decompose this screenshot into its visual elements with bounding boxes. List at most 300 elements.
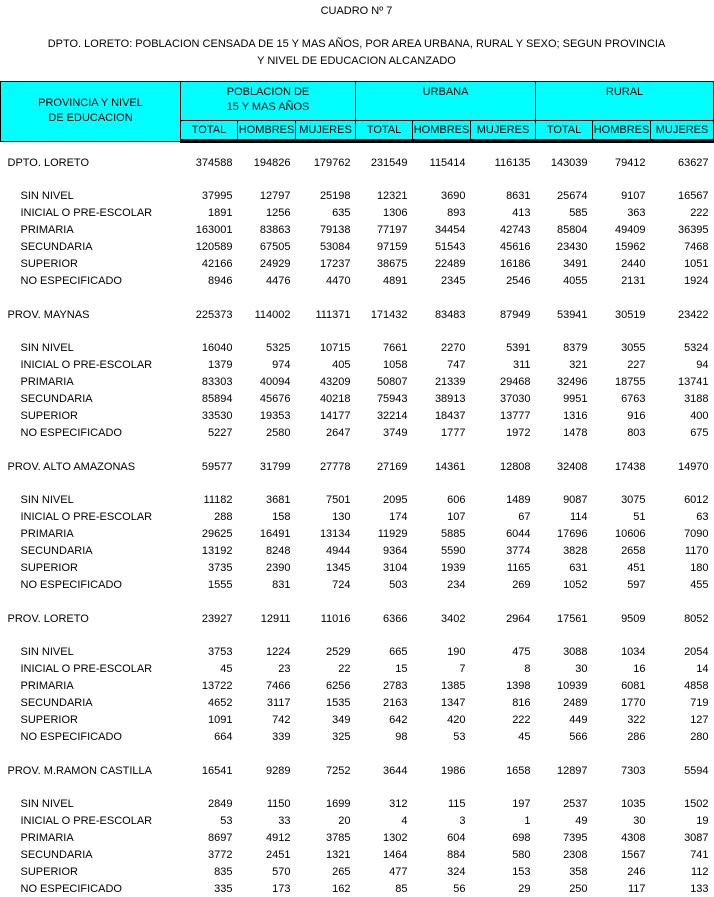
value-cell: 3117 bbox=[266, 696, 291, 709]
value-cell: 180 bbox=[690, 561, 709, 574]
value-cell: 1489 bbox=[506, 493, 531, 506]
value-cell: 37030 bbox=[499, 392, 531, 405]
value-cell: 3681 bbox=[266, 493, 291, 506]
value-cell: 53941 bbox=[556, 308, 588, 321]
value-cell: 67 bbox=[518, 510, 531, 523]
value-cell: 9951 bbox=[563, 392, 588, 405]
value-cell: 56 bbox=[453, 882, 466, 895]
value-cell: 3753 bbox=[208, 645, 233, 658]
value-cell: 79412 bbox=[614, 156, 646, 169]
value-cell: 114002 bbox=[254, 308, 291, 321]
gap-between-sections bbox=[1, 593, 714, 610]
value-cell: 51543 bbox=[434, 240, 466, 253]
value-cell: 153 bbox=[512, 865, 531, 878]
value-cell: 19 bbox=[696, 814, 709, 827]
education-level-label: SIN NIVEL bbox=[20, 189, 74, 202]
value-cell: 14177 bbox=[319, 409, 351, 422]
value-cell: 4055 bbox=[563, 274, 588, 287]
value-cell: 1 bbox=[524, 814, 531, 827]
value-cell: 9107 bbox=[621, 189, 646, 202]
value-cell: 2537 bbox=[563, 797, 588, 810]
value-cell: 449 bbox=[569, 713, 588, 726]
value-cell: 120589 bbox=[195, 240, 233, 253]
value-cell: 111371 bbox=[315, 308, 351, 321]
value-cell: 53 bbox=[220, 814, 233, 827]
value-cell: 10939 bbox=[556, 679, 588, 692]
value-cell: 816 bbox=[512, 696, 531, 709]
value-cell: 13722 bbox=[201, 679, 233, 692]
value-cell: 112 bbox=[691, 865, 709, 878]
value-cell: 1347 bbox=[441, 696, 466, 709]
education-level-row bbox=[1, 542, 714, 559]
education-level-label: SECUNDARIA bbox=[20, 696, 93, 709]
value-cell: 675 bbox=[690, 426, 709, 439]
value-cell: 8631 bbox=[506, 189, 531, 202]
value-cell: 405 bbox=[332, 358, 351, 371]
header-urbana-mujeres: MUJERES bbox=[471, 121, 536, 142]
value-cell: 698 bbox=[512, 831, 531, 844]
value-cell: 83303 bbox=[201, 375, 233, 388]
value-cell: 29468 bbox=[499, 375, 531, 388]
value-cell: 50807 bbox=[376, 375, 408, 388]
value-cell: 190 bbox=[447, 645, 466, 658]
value-cell: 1034 bbox=[621, 645, 646, 658]
value-cell: 3104 bbox=[383, 561, 408, 574]
value-cell: 49 bbox=[575, 814, 588, 827]
value-cell: 2270 bbox=[441, 341, 466, 354]
education-level-row bbox=[1, 863, 714, 880]
value-cell: 15 bbox=[395, 662, 408, 675]
province-total-row bbox=[1, 610, 714, 627]
value-cell: 51 bbox=[633, 510, 646, 523]
value-cell: 742 bbox=[272, 713, 291, 726]
value-cell: 17696 bbox=[556, 527, 588, 540]
header-rural-mujeres: MUJERES bbox=[651, 121, 714, 142]
value-cell: 4308 bbox=[621, 831, 646, 844]
value-cell: 1398 bbox=[506, 679, 531, 692]
spacer-cell bbox=[1, 475, 714, 491]
table-body bbox=[1, 141, 714, 897]
education-level-row bbox=[1, 795, 714, 812]
value-cell: 597 bbox=[627, 578, 646, 591]
value-cell: 174 bbox=[389, 510, 408, 523]
value-cell: 222 bbox=[690, 206, 709, 219]
value-cell: 79138 bbox=[319, 223, 351, 236]
doc-subtitle bbox=[0, 36, 713, 70]
value-cell: 884 bbox=[447, 848, 466, 861]
value-cell: 162 bbox=[332, 882, 351, 895]
value-cell: 1058 bbox=[383, 358, 408, 371]
value-cell: 2440 bbox=[621, 257, 646, 270]
value-cell: 13192 bbox=[201, 544, 233, 557]
value-cell: 197 bbox=[512, 797, 531, 810]
value-cell: 53084 bbox=[319, 240, 351, 253]
value-cell: 227 bbox=[627, 358, 646, 371]
province-label: PROV. M.RAMON CASTILLA bbox=[7, 764, 152, 777]
value-cell: 451 bbox=[627, 561, 646, 574]
value-cell: 6366 bbox=[383, 612, 408, 625]
value-cell: 2095 bbox=[383, 493, 408, 506]
value-cell: 3491 bbox=[563, 257, 588, 270]
value-cell: 12911 bbox=[260, 612, 291, 625]
value-cell: 3088 bbox=[563, 645, 588, 658]
value-cell: 7 bbox=[459, 662, 466, 675]
value-cell: 163001 bbox=[195, 223, 233, 236]
gap-after-header bbox=[1, 141, 714, 154]
value-cell: 63627 bbox=[677, 156, 709, 169]
education-level-row bbox=[1, 728, 714, 745]
value-cell: 1939 bbox=[441, 561, 466, 574]
education-level-row bbox=[1, 711, 714, 728]
education-level-label: PRIMARIA bbox=[20, 223, 74, 236]
value-cell: 4912 bbox=[266, 831, 291, 844]
doc-title: CUADRO Nº 7 bbox=[320, 5, 393, 17]
value-cell: 37995 bbox=[201, 189, 233, 202]
value-cell: 2489 bbox=[563, 696, 588, 709]
value-cell: 1379 bbox=[208, 358, 233, 371]
value-cell: 1321 bbox=[326, 848, 351, 861]
value-cell: 2451 bbox=[266, 848, 291, 861]
value-cell: 7303 bbox=[621, 764, 646, 777]
value-cell: 158 bbox=[272, 510, 291, 523]
value-cell: 85894 bbox=[201, 392, 233, 405]
value-cell: 22489 bbox=[434, 257, 466, 270]
value-cell: 75943 bbox=[376, 392, 408, 405]
value-cell: 59577 bbox=[201, 460, 233, 473]
value-cell: 116135 bbox=[494, 156, 531, 169]
education-level-row bbox=[1, 694, 714, 711]
value-cell: 130 bbox=[332, 510, 351, 523]
value-cell: 349 bbox=[332, 713, 351, 726]
value-cell: 83863 bbox=[259, 223, 291, 236]
value-cell: 10606 bbox=[614, 527, 646, 540]
value-cell: 67505 bbox=[259, 240, 291, 253]
education-level-label: PRIMARIA bbox=[20, 679, 74, 692]
value-cell: 17237 bbox=[319, 257, 351, 270]
value-cell: 77197 bbox=[376, 223, 408, 236]
province-total-row bbox=[1, 154, 714, 171]
value-cell: 1345 bbox=[326, 561, 351, 574]
value-cell: 18437 bbox=[434, 409, 466, 422]
value-cell: 741 bbox=[690, 848, 709, 861]
value-cell: 15962 bbox=[614, 240, 646, 253]
document-page bbox=[0, 5, 713, 897]
value-cell: 5594 bbox=[684, 764, 709, 777]
value-cell: 664 bbox=[214, 730, 233, 743]
spacer-cell bbox=[1, 627, 714, 643]
value-cell: 747 bbox=[447, 358, 466, 371]
value-cell: 321 bbox=[569, 358, 588, 371]
value-cell: 1535 bbox=[326, 696, 351, 709]
value-cell: 358 bbox=[569, 865, 588, 878]
value-cell: 5885 bbox=[441, 527, 466, 540]
value-cell: 1502 bbox=[684, 797, 709, 810]
value-cell: 133 bbox=[690, 882, 709, 895]
value-cell: 98 bbox=[395, 730, 408, 743]
value-cell: 6044 bbox=[506, 527, 531, 540]
value-cell: 322 bbox=[627, 713, 646, 726]
value-cell: 2131 bbox=[621, 274, 646, 287]
value-cell: 30519 bbox=[614, 308, 646, 321]
spacer-cell bbox=[1, 745, 714, 762]
value-cell: 23422 bbox=[677, 308, 709, 321]
value-cell: 1051 bbox=[684, 257, 709, 270]
value-cell: 8946 bbox=[208, 274, 233, 287]
value-cell: 23927 bbox=[201, 612, 233, 625]
value-cell: 8379 bbox=[563, 341, 588, 354]
value-cell: 265 bbox=[332, 865, 351, 878]
value-cell: 33530 bbox=[201, 409, 233, 422]
education-level-row bbox=[1, 272, 714, 289]
gap-after-province-row bbox=[1, 627, 714, 643]
province-label: PROV. MAYNAS bbox=[7, 308, 90, 321]
population-table bbox=[0, 81, 714, 897]
value-cell: 173 bbox=[272, 882, 291, 895]
value-cell: 171432 bbox=[370, 308, 408, 321]
value-cell: 32496 bbox=[556, 375, 588, 388]
value-cell: 3 bbox=[459, 814, 466, 827]
value-cell: 7252 bbox=[326, 764, 351, 777]
value-cell: 3774 bbox=[506, 544, 531, 557]
value-cell: 16040 bbox=[201, 341, 233, 354]
value-cell: 400 bbox=[690, 409, 709, 422]
education-level-label: INICIAL O PRE-ESCOLAR bbox=[20, 662, 153, 675]
value-cell: 250 bbox=[569, 882, 588, 895]
value-cell: 2345 bbox=[441, 274, 466, 287]
value-cell: 635 bbox=[332, 206, 351, 219]
value-cell: 31799 bbox=[259, 460, 291, 473]
province-total-row bbox=[1, 306, 714, 323]
value-cell: 1385 bbox=[441, 679, 466, 692]
value-cell: 475 bbox=[512, 645, 531, 658]
education-level-row bbox=[1, 829, 714, 846]
value-cell: 363 bbox=[627, 206, 646, 219]
value-cell: 33 bbox=[278, 814, 291, 827]
education-level-row bbox=[1, 356, 714, 373]
value-cell: 43209 bbox=[319, 375, 351, 388]
education-level-label: INICIAL O PRE-ESCOLAR bbox=[20, 814, 153, 827]
value-cell: 16491 bbox=[259, 527, 291, 540]
value-cell: 1924 bbox=[684, 274, 709, 287]
value-cell: 8 bbox=[524, 662, 531, 675]
value-cell: 7395 bbox=[563, 831, 588, 844]
value-cell: 222 bbox=[512, 713, 531, 726]
education-level-row bbox=[1, 238, 714, 255]
value-cell: 45 bbox=[220, 662, 233, 675]
header-urbana-label: URBANA bbox=[422, 86, 469, 98]
value-cell: 63 bbox=[696, 510, 709, 523]
value-cell: 1306 bbox=[383, 206, 408, 219]
education-level-row bbox=[1, 221, 714, 238]
value-cell: 10715 bbox=[319, 341, 351, 354]
value-cell: 3772 bbox=[208, 848, 233, 861]
education-level-row bbox=[1, 812, 714, 829]
value-cell: 3828 bbox=[563, 544, 588, 557]
header-provincia-nivel bbox=[1, 82, 181, 142]
value-cell: 14361 bbox=[434, 460, 466, 473]
value-cell: 40218 bbox=[319, 392, 351, 405]
value-cell: 246 bbox=[627, 865, 646, 878]
education-level-label: SUPERIOR bbox=[20, 865, 78, 878]
value-cell: 374588 bbox=[195, 156, 233, 169]
value-cell: 8248 bbox=[266, 544, 291, 557]
value-cell: 1150 bbox=[266, 797, 291, 810]
value-cell: 4858 bbox=[684, 679, 709, 692]
value-cell: 11016 bbox=[320, 612, 351, 625]
province-label: PROV. LORETO bbox=[7, 612, 89, 625]
value-cell: 83483 bbox=[434, 308, 466, 321]
value-cell: 1052 bbox=[563, 578, 588, 591]
value-cell: 3690 bbox=[441, 189, 466, 202]
value-cell: 7090 bbox=[684, 527, 709, 540]
header-group-row bbox=[1, 82, 714, 121]
education-level-row bbox=[1, 660, 714, 677]
value-cell: 3785 bbox=[326, 831, 351, 844]
value-cell: 23 bbox=[278, 662, 291, 675]
value-cell: 7661 bbox=[383, 341, 408, 354]
value-cell: 30 bbox=[633, 814, 646, 827]
value-cell: 20 bbox=[338, 814, 351, 827]
value-cell: 2529 bbox=[326, 645, 351, 658]
value-cell: 9509 bbox=[621, 612, 646, 625]
value-cell: 2390 bbox=[266, 561, 291, 574]
value-cell: 9364 bbox=[383, 544, 408, 557]
value-cell: 477 bbox=[389, 865, 408, 878]
value-cell: 34454 bbox=[434, 223, 466, 236]
header-group-rural bbox=[536, 82, 714, 121]
education-level-row bbox=[1, 204, 714, 221]
education-level-label: PRIMARIA bbox=[20, 527, 74, 540]
value-cell: 13741 bbox=[677, 375, 709, 388]
value-cell: 606 bbox=[447, 493, 466, 506]
value-cell: 3749 bbox=[383, 426, 408, 439]
gap-between-sections bbox=[1, 441, 714, 458]
spacer-cell bbox=[1, 141, 714, 154]
header-poblacion-line2: 15 Y MAS AÑOS bbox=[226, 101, 310, 113]
education-level-row bbox=[1, 576, 714, 593]
value-cell: 11182 bbox=[203, 493, 233, 506]
education-level-row bbox=[1, 339, 714, 356]
value-cell: 27169 bbox=[376, 460, 408, 473]
value-cell: 6012 bbox=[684, 493, 709, 506]
value-cell: 32408 bbox=[556, 460, 588, 473]
doc-subtitle-line2: Y NIVEL DE EDUCACION ALCANZADO bbox=[257, 55, 456, 67]
value-cell: 312 bbox=[389, 797, 408, 810]
education-level-label: NO ESPECIFICADO bbox=[20, 882, 122, 895]
value-cell: 3188 bbox=[684, 392, 709, 405]
value-cell: 2964 bbox=[506, 612, 531, 625]
education-level-row bbox=[1, 525, 714, 542]
value-cell: 3644 bbox=[383, 764, 408, 777]
value-cell: 916 bbox=[627, 409, 646, 422]
doc-subtitle-line1: DPTO. LORETO: POBLACION CENSADA DE 15 Y MAS AÑOS, POR AREA URBANA, RURAL Y SEXO; SEGUN PROVINCIA bbox=[47, 38, 666, 50]
value-cell: 231549 bbox=[370, 156, 408, 169]
value-cell: 17561 bbox=[556, 612, 588, 625]
header-group-urbana bbox=[356, 82, 536, 121]
value-cell: 1986 bbox=[441, 764, 466, 777]
education-level-row bbox=[1, 677, 714, 694]
value-cell: 225373 bbox=[195, 308, 233, 321]
value-cell: 2580 bbox=[266, 426, 291, 439]
value-cell: 17438 bbox=[614, 460, 646, 473]
header-rural-label: RURAL bbox=[605, 86, 644, 98]
value-cell: 234 bbox=[447, 578, 466, 591]
value-cell: 974 bbox=[272, 358, 291, 371]
value-cell: 40094 bbox=[259, 375, 291, 388]
value-cell: 1478 bbox=[563, 426, 588, 439]
value-cell: 13134 bbox=[319, 527, 351, 540]
value-cell: 1770 bbox=[621, 696, 646, 709]
value-cell: 1699 bbox=[326, 797, 351, 810]
value-cell: 38675 bbox=[376, 257, 408, 270]
value-cell: 45 bbox=[518, 730, 531, 743]
education-level-row bbox=[1, 255, 714, 272]
value-cell: 42166 bbox=[201, 257, 233, 270]
value-cell: 1256 bbox=[266, 206, 291, 219]
value-cell: 2849 bbox=[208, 797, 233, 810]
education-level-label: SECUNDARIA bbox=[20, 544, 93, 557]
value-cell: 413 bbox=[512, 206, 531, 219]
value-cell: 12897 bbox=[556, 764, 588, 777]
value-cell: 1224 bbox=[266, 645, 291, 658]
education-level-label: NO ESPECIFICADO bbox=[20, 730, 122, 743]
value-cell: 36395 bbox=[677, 223, 709, 236]
header-rural-total: TOTAL bbox=[536, 121, 593, 142]
value-cell: 11929 bbox=[377, 527, 408, 540]
header-rural-hombres: HOMBRES bbox=[593, 121, 651, 142]
value-cell: 893 bbox=[447, 206, 466, 219]
value-cell: 269 bbox=[512, 578, 531, 591]
education-level-label: SECUNDARIA bbox=[20, 392, 93, 405]
value-cell: 18755 bbox=[614, 375, 646, 388]
education-level-label: INICIAL O PRE-ESCOLAR bbox=[20, 206, 153, 219]
value-cell: 9289 bbox=[266, 764, 291, 777]
value-cell: 12797 bbox=[259, 189, 291, 202]
value-cell: 5324 bbox=[684, 341, 709, 354]
education-level-row bbox=[1, 643, 714, 660]
value-cell: 631 bbox=[569, 561, 588, 574]
value-cell: 8052 bbox=[684, 612, 709, 625]
education-level-row bbox=[1, 373, 714, 390]
value-cell: 5391 bbox=[506, 341, 531, 354]
value-cell: 566 bbox=[569, 730, 588, 743]
education-level-row bbox=[1, 390, 714, 407]
spacer-cell bbox=[1, 441, 714, 458]
value-cell: 25198 bbox=[319, 189, 351, 202]
value-cell: 719 bbox=[690, 696, 709, 709]
value-cell: 335 bbox=[214, 882, 233, 895]
value-cell: 324 bbox=[447, 865, 466, 878]
value-cell: 1316 bbox=[563, 409, 588, 422]
value-cell: 194826 bbox=[253, 156, 291, 169]
value-cell: 6081 bbox=[621, 679, 646, 692]
value-cell: 87949 bbox=[499, 308, 531, 321]
value-cell: 97159 bbox=[376, 240, 408, 253]
value-cell: 143039 bbox=[550, 156, 588, 169]
education-level-row bbox=[1, 880, 714, 897]
value-cell: 14 bbox=[696, 662, 709, 675]
value-cell: 1777 bbox=[441, 426, 466, 439]
education-level-label: SUPERIOR bbox=[20, 409, 78, 422]
value-cell: 3735 bbox=[208, 561, 233, 574]
value-cell: 2163 bbox=[383, 696, 408, 709]
header-urbana-total: TOTAL bbox=[356, 121, 413, 142]
gap-after-province-row bbox=[1, 779, 714, 795]
value-cell: 288 bbox=[214, 510, 233, 523]
value-cell: 4944 bbox=[326, 544, 351, 557]
value-cell: 5590 bbox=[441, 544, 466, 557]
value-cell: 420 bbox=[447, 713, 466, 726]
